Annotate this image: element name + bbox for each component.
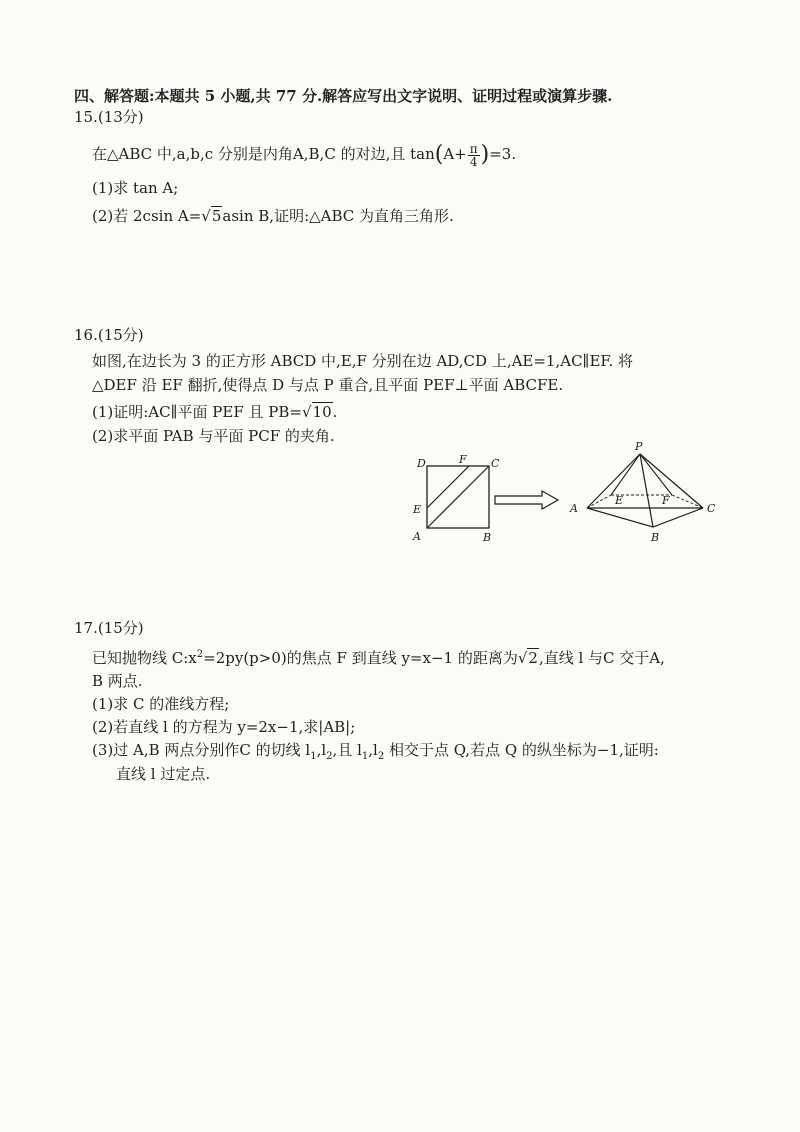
label-d: D	[417, 457, 426, 470]
edge-ae-hidden	[587, 495, 611, 508]
q16-sqrt-radicand: 10	[312, 403, 332, 421]
section-header: 四、解答题:本题共 5 小题,共 77 分.解答应写出文字说明、证明过程或演算步骤.	[74, 87, 613, 105]
label-e2: E	[615, 494, 624, 507]
q17-part3-s4: 2	[377, 751, 385, 762]
q17-stem-line1	[92, 645, 665, 668]
segment-ef	[427, 466, 469, 508]
label-e: E	[413, 503, 422, 516]
q15-part2	[92, 206, 454, 226]
label-b2: B	[651, 531, 660, 544]
q15-stem-a: 在△ABC 中,a,b,c 分别是内角A,B,C 的对边,且 tan	[92, 145, 435, 163]
label-a2: A	[570, 502, 578, 515]
fold-arrow-icon	[492, 488, 562, 512]
q16-part1-b: .	[332, 403, 338, 421]
label-f: F	[459, 453, 467, 466]
q17-stem1-b: =2py(p>0)的焦点 F 到直线 y=x−1 的距离为	[203, 649, 518, 667]
q16-number: 16.(15分)	[74, 326, 144, 344]
q15-sqrt: √5	[201, 207, 222, 225]
q17-part3-e: 相交于点 Q,若点 Q 的纵坐标为−1,证明:	[384, 741, 659, 759]
square-figure	[405, 450, 505, 550]
q15-frac-num: π	[469, 141, 478, 156]
q17-stem1-a: 已知抛物线 C:x	[92, 649, 197, 667]
label-c2: C	[707, 502, 716, 515]
q17-part3-b: ,l	[316, 741, 327, 759]
q17-part2: (2)若直线 l 的方程为 y=2x−1,求|AB|;	[92, 718, 356, 736]
q17-stem1-sup: 2	[196, 649, 204, 660]
diagonal-ac	[427, 466, 489, 528]
q15-frac-den: 4	[469, 154, 478, 169]
q17-stem1-c: ,直线 l 与C 交于A,	[538, 649, 665, 667]
q15-right-paren: )	[480, 142, 490, 167]
q17-part3-s1: 1	[310, 751, 317, 762]
label-c: C	[491, 457, 500, 470]
q15-part2-a: (2)若 2csin A=	[92, 207, 202, 225]
q17-part3	[92, 740, 659, 767]
edge-fc-hidden	[672, 495, 703, 508]
edge-pc	[640, 454, 703, 508]
q17-part3-s2: 2	[326, 751, 333, 762]
q17-part3-c: ,且 l	[332, 741, 362, 759]
q17-part3-continued: 直线 l 过定点.	[116, 765, 211, 783]
edge-pe	[611, 454, 640, 495]
q15-number: 15.(13分)	[74, 108, 144, 126]
q15-sqrt-radicand: 5	[211, 207, 222, 225]
q17-part3-s3: 1	[361, 751, 369, 762]
label-p: P	[635, 440, 643, 453]
label-b: B	[483, 531, 492, 544]
q16-stem-line1: 如图,在边长为 3 的正方形 ABCD 中,E,F 分别在边 AD,CD 上,AE=1,AC∥EF. 将	[92, 352, 634, 370]
edge-pa	[587, 454, 640, 508]
q17-number: 17.(15分)	[74, 619, 144, 637]
q17-sqrt-radicand: 2	[528, 649, 538, 667]
q17-part3-d: ,l	[368, 741, 378, 759]
q16-part1-a: (1)证明:AC∥平面 PEF 且 PB=	[92, 403, 302, 421]
edge-pf	[640, 454, 672, 495]
q15-left-paren: (	[434, 142, 444, 167]
q17-sqrt: √2	[517, 649, 538, 667]
q15-fraction	[468, 143, 480, 168]
q17-stem-line2: B 两点.	[92, 672, 143, 690]
q16-part2: (2)求平面 PAB 与平面 PCF 的夹角.	[92, 427, 335, 445]
label-f2: F	[662, 494, 670, 507]
q15-stem-b: =3.	[489, 145, 517, 163]
q16-stem-line2: △DEF 沿 EF 翻折,使得点 D 与点 P 重合,且平面 PEF⊥平面 ABCFE.	[92, 376, 564, 394]
q16-sqrt: √10	[301, 403, 332, 421]
edge-pb	[640, 454, 653, 527]
q15-stem-inner: A+	[443, 145, 467, 163]
q16-part1	[92, 402, 337, 422]
q15-stem	[92, 141, 516, 168]
q15-part1: (1)求 tan A;	[92, 179, 179, 197]
pyramid-figure	[565, 440, 725, 550]
base-front	[587, 508, 703, 527]
q17-part1: (1)求 C 的准线方程;	[92, 695, 230, 713]
q17-part3-a: (3)过 A,B 两点分别作C 的切线 l	[92, 741, 311, 759]
label-a: A	[413, 530, 421, 543]
q15-part2-b: asin B,证明:△ABC 为直角三角形.	[222, 207, 454, 225]
